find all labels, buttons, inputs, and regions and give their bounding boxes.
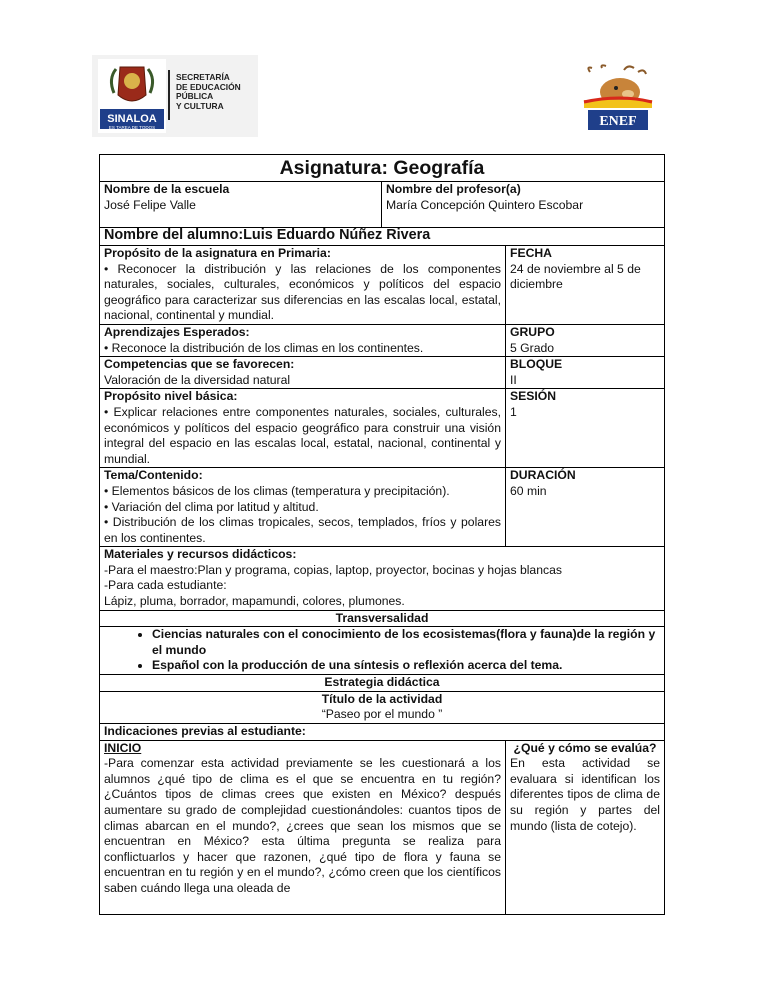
materials-cell <box>100 547 665 610</box>
learning-cell <box>100 324 506 356</box>
purpose-basic-cell <box>100 389 506 468</box>
competencies-label: Competencias que se favorecen: <box>104 357 295 372</box>
start-label: INICIO <box>104 740 142 755</box>
learning-text: • Reconoce la distribución de los climas en los continentes. <box>104 340 424 355</box>
duration-label: DURACIÓN <box>510 468 576 483</box>
teacher-label: Nombre del profesor(a) <box>386 182 521 196</box>
topic-row <box>100 468 665 547</box>
purpose-primary-row <box>100 246 665 325</box>
activity-title: “Paseo por el mundo ” <box>321 707 443 722</box>
session-label: SESIÓN <box>510 389 557 404</box>
date-value: 24 de noviembre al 5 de diciembre <box>510 261 641 292</box>
svg-text:SINALOA: SINALOA <box>107 113 157 125</box>
materials-label: Materiales y recursos didácticos: <box>104 547 297 562</box>
sinaloa-crest-icon <box>98 59 166 133</box>
enef-logo <box>580 64 656 132</box>
activity-title-label: Título de la actividad <box>321 691 443 706</box>
logo-divider <box>168 70 170 120</box>
session-cell <box>506 389 665 468</box>
block-cell <box>506 357 665 389</box>
duration-value: 60 min <box>510 483 547 498</box>
page-title: Asignatura: Geografía <box>100 155 665 182</box>
student-name: Nombre del alumno:Luis Eduardo Núñez Rivera <box>100 228 665 246</box>
teacher-name: María Concepción Quintero Escobar <box>386 197 584 212</box>
duration-cell <box>506 468 665 547</box>
strategy-label: Estrategia didáctica <box>100 675 665 692</box>
teacher-cell <box>382 182 665 228</box>
school-name: José Felipe Valle <box>104 197 196 212</box>
topic-label: Tema/Contenido: <box>104 468 203 483</box>
purpose-basic-text: • Explicar relaciones entre componentes naturales, sociales, culturales, económicos y políticos del espacio geográfico para construir una visión integral del espacio en las escalas local, estatal, nacional, continental y mundial. <box>104 404 501 466</box>
transversality-header-row <box>100 610 665 627</box>
transversality-row <box>100 627 665 675</box>
topic-item: • Distribución de los climas tropicales, secos, templados, fríos y polares en los continentes. <box>104 515 501 545</box>
materials-line: -Para el maestro:Plan y programa, copias, laptop, proyector, bocinas y hojas blancas <box>104 562 562 577</box>
topic-cell <box>100 468 506 547</box>
transversality-label: Transversalidad <box>100 610 665 627</box>
evaluation-cell <box>506 740 665 914</box>
session-value: 1 <box>510 404 517 419</box>
block-value: II <box>510 372 517 387</box>
materials-line: Lápiz, pluma, borrador, mapamundi, colores, plumones. <box>104 594 405 609</box>
competencies-text: Valoración de la diversidad natural <box>104 372 291 387</box>
materials-row <box>100 547 665 610</box>
learning-label: Aprendizajes Esperados: <box>104 324 250 339</box>
competencies-cell <box>100 357 506 389</box>
sinaloa-sepyc-logo <box>92 55 258 137</box>
svg-text:ES TAREA DE TODOS: ES TAREA DE TODOS <box>108 125 156 130</box>
start-text: -Para comenzar esta actividad previamente se les cuestionará a los alumnos ¿qué tipo de clima es el que se encuentra en tu región? ¿Cuántos tipos de climas crees que existen en México? después aumentare su grado de complejidad cuestionándoles: cuantos tipos de climas abarcan en el mundo?, ¿crees que sean los mismos que se encuentran en México? esta última pregunta se realiza para conflictuarlos y hacer que razonen, ¿qué tipo de flora y fauna se encuentran en tu región y en el mundo?, ¿cómo creen que los científicos saben cuándo llega una oleada de <box>104 756 501 895</box>
title-row <box>100 155 665 182</box>
purpose-basic-label: Propósito nivel básica: <box>104 389 238 404</box>
transversality-item: • Ciencias naturales con el conocimiento de los ecosistemas(flora y fauna)de la región y el mundo <box>152 627 660 658</box>
student-row <box>100 228 665 246</box>
purpose-primary-text: • Reconocer la distribución y las relaciones de los componentes naturales, sociales, culturales, económicos y políticos del espacio geográfico para caracterizar sus diferencias en las escalas local, estatal, nacional, continental y mundial. <box>104 261 501 323</box>
competencies-row <box>100 357 665 389</box>
activity-title-cell <box>100 691 665 723</box>
strategy-row <box>100 675 665 692</box>
secretaria-label: SECRETARÍA DE EDUCACIÓN PÚBLICA Y CULTURA <box>176 72 241 111</box>
group-value: 5 Grado <box>510 340 555 355</box>
start-cell <box>100 740 506 914</box>
date-cell <box>506 246 665 325</box>
purpose-primary-cell <box>100 246 506 325</box>
transversality-item: • Español con la producción de una síntesis o reflexión acerca del tema. <box>152 658 660 674</box>
svg-text:ENEF: ENEF <box>599 114 637 129</box>
date-label: FECHA <box>510 246 552 260</box>
evaluation-text: En esta actividad se evaluara si identifican los diferentes tipos de clima de su región y partes del mundo (lista de cotejo). <box>510 756 660 833</box>
start-row <box>100 740 665 914</box>
transversality-cell <box>100 627 665 675</box>
block-label: BLOQUE <box>510 357 563 372</box>
learning-row <box>100 324 665 356</box>
activity-title-row <box>100 691 665 723</box>
evaluation-label: ¿Qué y cómo se evalúa? <box>513 740 657 755</box>
materials-line: -Para cada estudiante: <box>104 578 227 593</box>
group-label: GRUPO <box>510 324 555 339</box>
group-cell <box>506 324 665 356</box>
purpose-primary-label: Propósito de la asignatura en Primaria: <box>104 246 331 260</box>
topic-item: • Elementos básicos de los climas (temperatura y precipitación). <box>104 483 450 498</box>
lesson-plan-table <box>99 154 665 915</box>
school-row <box>100 182 665 228</box>
instructions-label: Indicaciones previas al estudiante: <box>100 724 665 741</box>
school-cell <box>100 182 382 228</box>
school-label: Nombre de la escuela <box>104 182 230 196</box>
instructions-row <box>100 724 665 741</box>
topic-item: • Variación del clima por latitud y altitud. <box>104 499 319 514</box>
purpose-basic-row <box>100 389 665 468</box>
